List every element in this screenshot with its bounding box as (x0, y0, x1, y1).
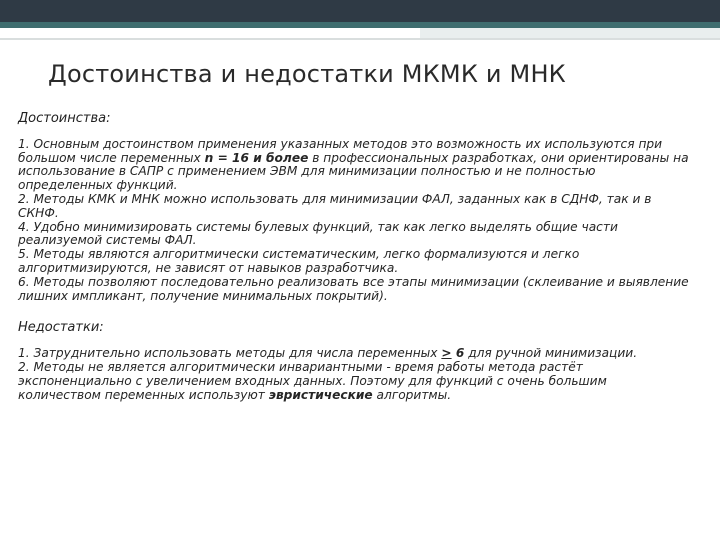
greater-or-equal-sign: > (441, 346, 452, 361)
advantage-item: 6. Методы позволяют последовательно реализовать все этапы минимизации (склеивание и выявление лишних импликант, получение минимальных покрытий). (18, 274, 689, 303)
emphasis-text: n = 16 и более (204, 150, 309, 165)
advantage-item: 2. Методы КМК и МНК можно использовать для минимизации ФАЛ, заданных как в СДНФ, так и в СКНФ. (18, 191, 652, 220)
emphasis-text: 6 (451, 346, 465, 361)
disadvantages-heading: Недостатки: (18, 320, 104, 336)
top-accent-highlight (420, 28, 720, 38)
top-divider-line (0, 38, 720, 40)
advantage-item: 1. Основным достоинством применения указанных методов это возможность их используются при большом числе переменных n = 16 и более в профессиональных разработках, они ориентированы на использование в САПР с применением ЭВМ для минимизации полностью и не полностью определенных функций. (18, 136, 689, 193)
disadvantage-item: 2. Методы не является алгоритмически инвариантными - время работы метода растёт экспоненциально с увеличением входных данных. Поэтому для функций с очень большим количеством переменных используют эвристические алгоритмы. (18, 359, 607, 402)
slide-body (18, 112, 692, 402)
disadvantage-item: 1. Затруднительно использовать методы для числа переменных > 6 для ручной минимизации. (18, 346, 638, 361)
advantage-item: 5. Методы являются алгоритмически систематическим, легко формализуются и легко алгоритмизируются, не зависят от навыков разработчика. (18, 247, 580, 275)
emphasis-text: эвристические (268, 387, 373, 402)
top-header-band (0, 0, 720, 22)
advantage-item: 4. Удобно минимизировать системы булевых функций, так как легко выделять общие части реализуемой системы ФАЛ. (18, 219, 618, 248)
slide-title: Достоинства и недостатки МКМК и МНК (48, 60, 566, 88)
advantages-heading: Достоинства: (18, 111, 111, 126)
